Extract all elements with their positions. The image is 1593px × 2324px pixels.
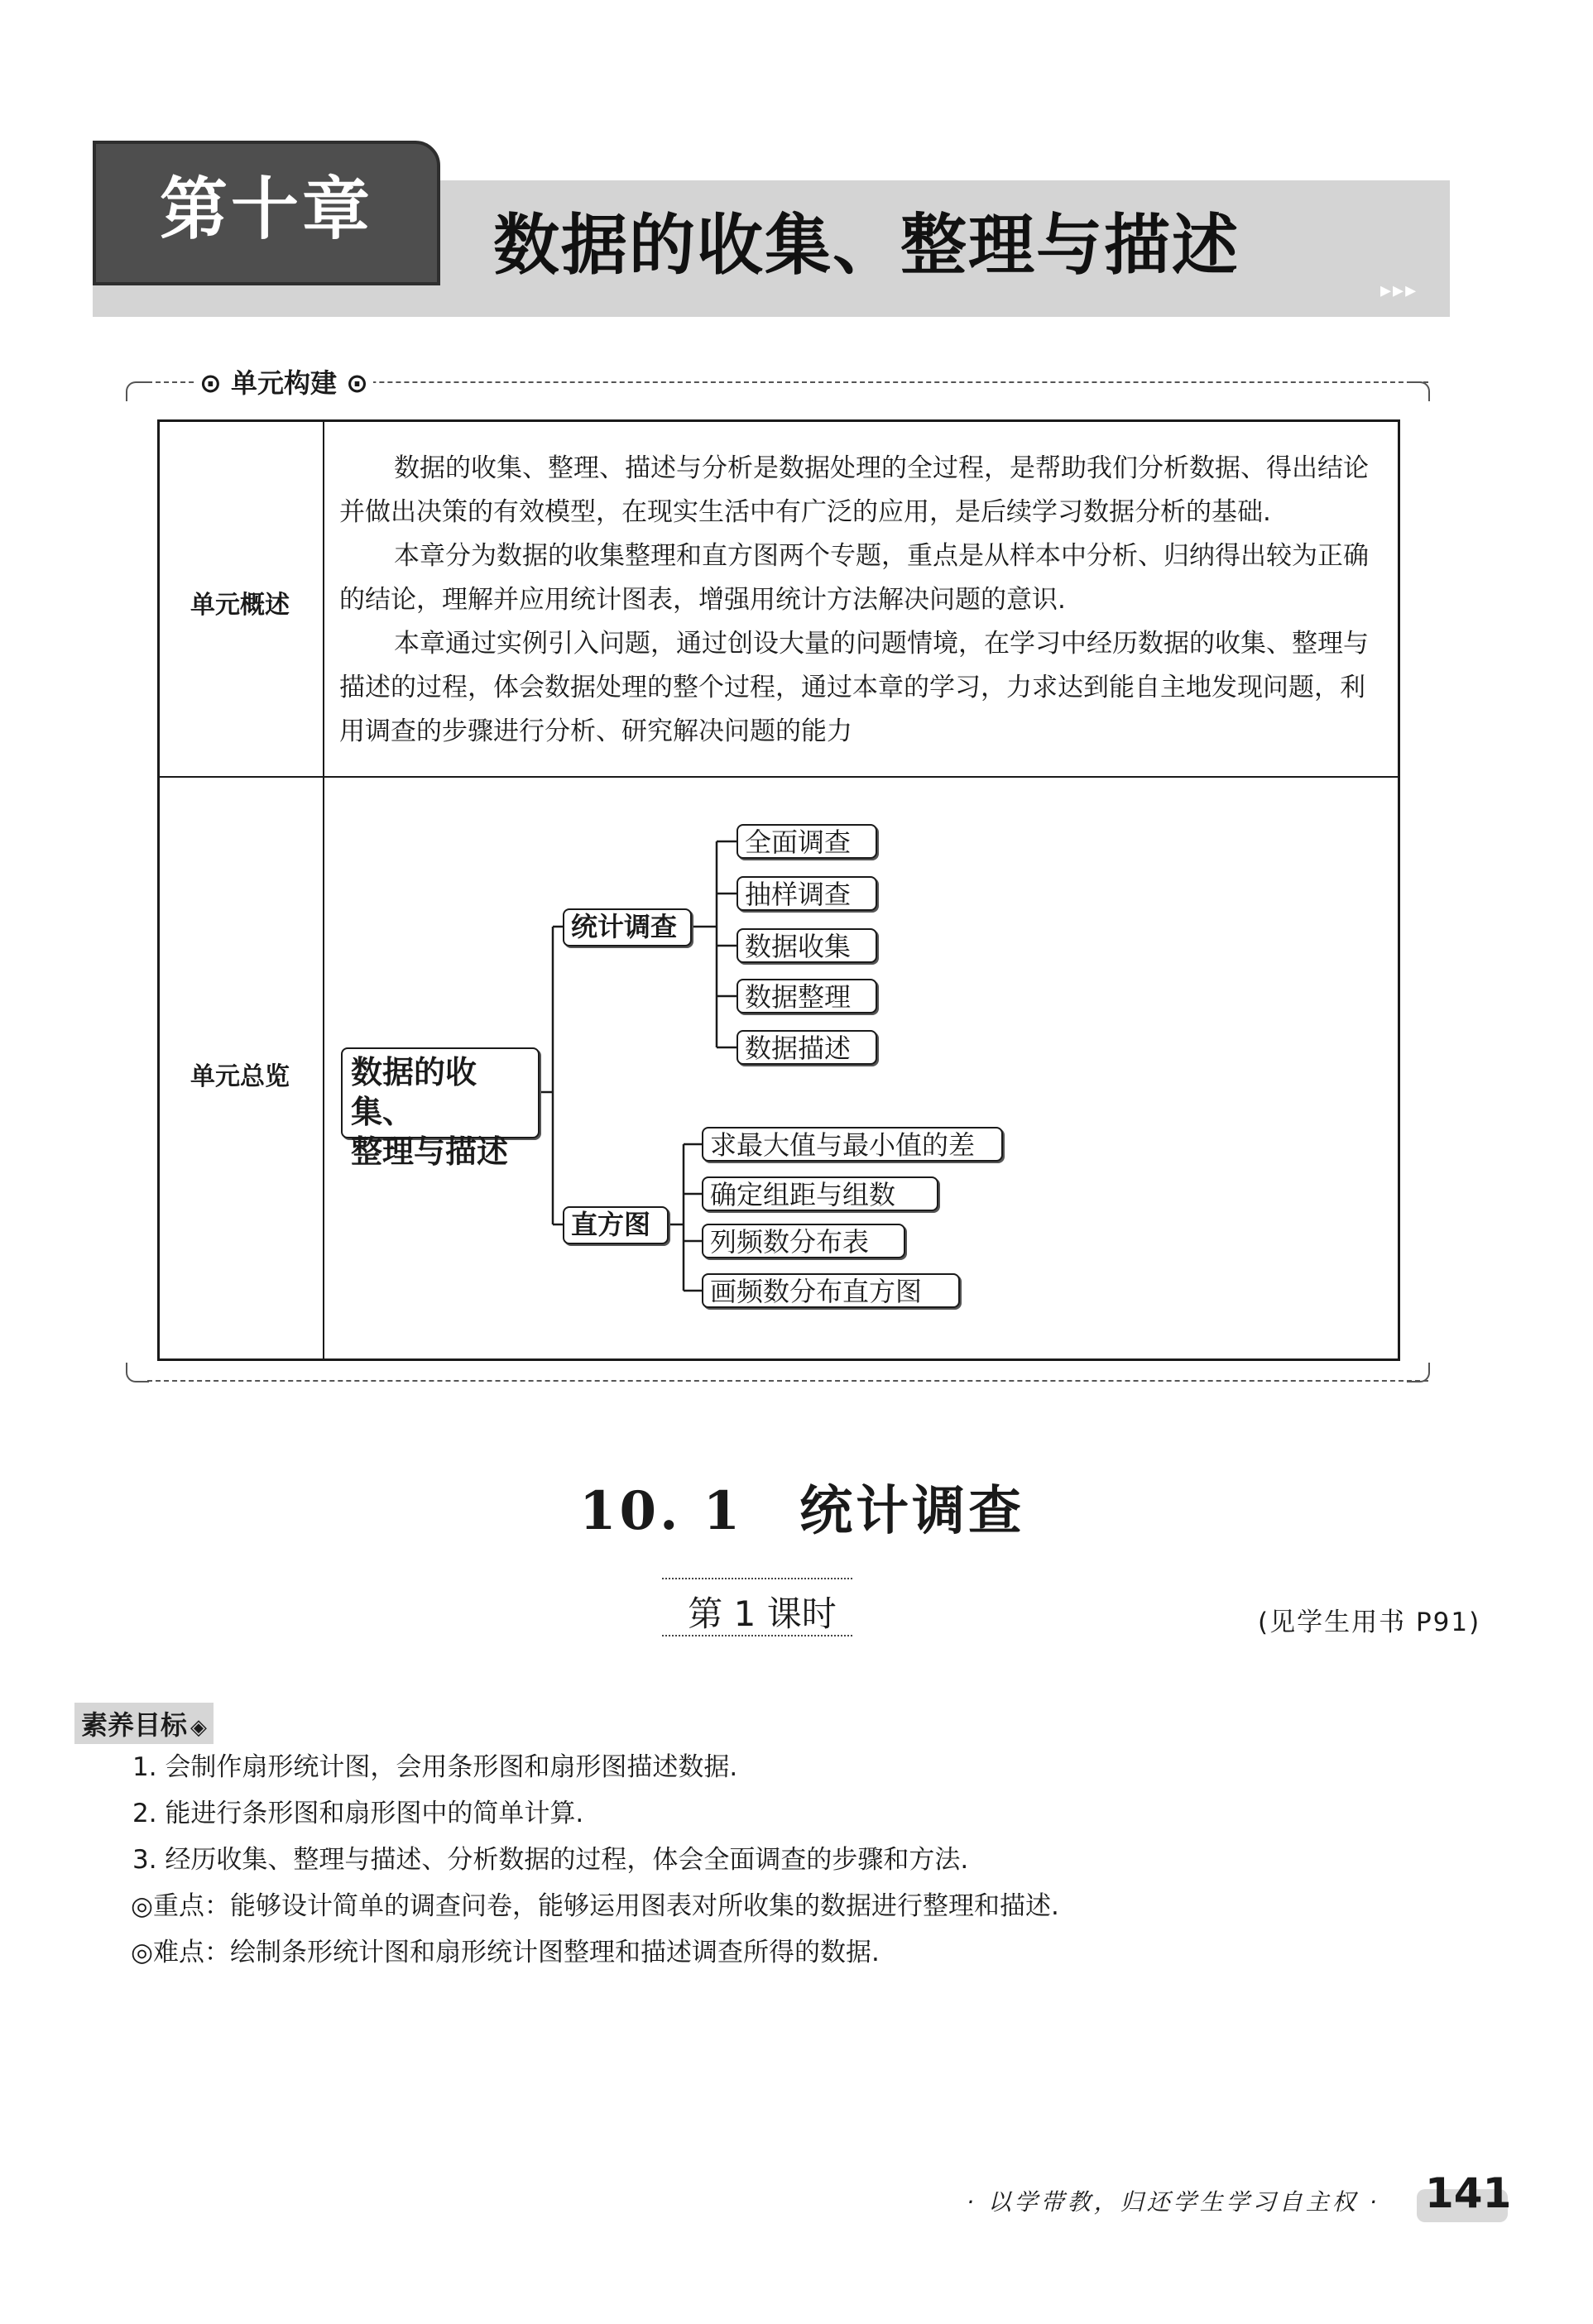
overview-paragraph-2: 本章分为数据的收集整理和直方图两个专题，重点是从样本中分析、归纳得出较为正确的结论，理解并应用统计图表，增强用统计方法解决问题的意识. <box>339 541 1369 615</box>
footer-motto: · 以学带教，归还学生学习自主权 · <box>967 2188 1380 2216</box>
mindmap-survey-item: 数据描述 <box>737 1030 877 1065</box>
goals-heading <box>74 1703 214 1744</box>
goal-item: 3. 经历收集、整理与描述、分析数据的过程，体会全面调查的步骤和方法. <box>132 1845 969 1875</box>
diamond-arrow-icon: ◈ <box>190 1715 208 1740</box>
mindmap-survey-item: 全面调查 <box>737 824 877 859</box>
mindmap-histogram-item: 画频数分布直方图 <box>702 1273 960 1308</box>
mindmap-branch-histogram: 直方图 <box>563 1206 669 1244</box>
mindmap-histogram-item: 列频数分布表 <box>702 1224 905 1258</box>
summary-label: 单元总览 <box>190 1062 290 1091</box>
lesson-bottom-rule <box>662 1635 852 1636</box>
overview-paragraph-1: 数据的收集、整理、描述与分析是数据处理的全过程，是帮助我们分析数据、得出结论并做出决策的有效模型，在现实生活中有广泛的应用，是后续学习数据分析的基础. <box>339 453 1369 527</box>
mindmap-root-line-1: 数据的收集、 <box>351 1054 477 1130</box>
mindmap-survey-item: 数据收集 <box>737 928 877 963</box>
section-heading: 10. 1 统计调查 <box>579 1480 1025 1542</box>
lesson-title: 第 1 课时 <box>688 1593 837 1634</box>
page-number: 141 <box>1425 2169 1512 2217</box>
chapter-title: 数据的收集、整理与描述 <box>493 207 1240 284</box>
mindmap-root <box>341 1047 540 1170</box>
goal-item: 2. 能进行条形图和扇形图中的简单计算. <box>132 1799 584 1828</box>
overview-label: 单元概述 <box>190 591 290 620</box>
goal-key-point: ◎重点：能够设计简单的调查问卷，能够运用图表对所收集的数据进行整理和描述. <box>131 1891 1059 1921</box>
goal-item: 1. 会制作扇形统计图，会用条形图和扇形图描述数据. <box>132 1752 738 1782</box>
overview-paragraph-3: 本章通过实例引入问题，通过创设大量的问题情境，在学习中经历数据的收集、整理与描述的过程，体会数据处理的整个过程，通过本章的学习，力求达到能自主地发现问题，利用调查的步骤进行分析、研究解决问题的能力 <box>339 629 1369 746</box>
mindmap-survey-item: 抽样调查 <box>737 876 877 911</box>
mindmap-survey-item: 数据整理 <box>737 979 877 1013</box>
banner-arrows-icon: ▸▸▸ <box>1380 278 1418 303</box>
lesson-top-rule <box>662 1578 852 1579</box>
mindmap-branch-survey: 统计调查 <box>563 908 692 946</box>
mindmap-histogram-item: 求最大值与最小值的差 <box>702 1127 1003 1162</box>
chapter-label: 第十章 <box>159 170 373 249</box>
section-title: ⊙ 单元构建 ⊙ <box>194 362 373 400</box>
goal-difficult-point: ◎难点：绘制条形统计图和扇形统计图整理和描述调查所得的数据. <box>131 1938 880 1967</box>
student-book-reference: (见学生用书 P91) <box>1258 1608 1481 1637</box>
goals-heading-label: 素养目标 <box>81 1709 188 1741</box>
mindmap-root-line-2: 整理与描述 <box>351 1133 509 1170</box>
mindmap-histogram-item: 确定组距与组数 <box>702 1176 938 1211</box>
